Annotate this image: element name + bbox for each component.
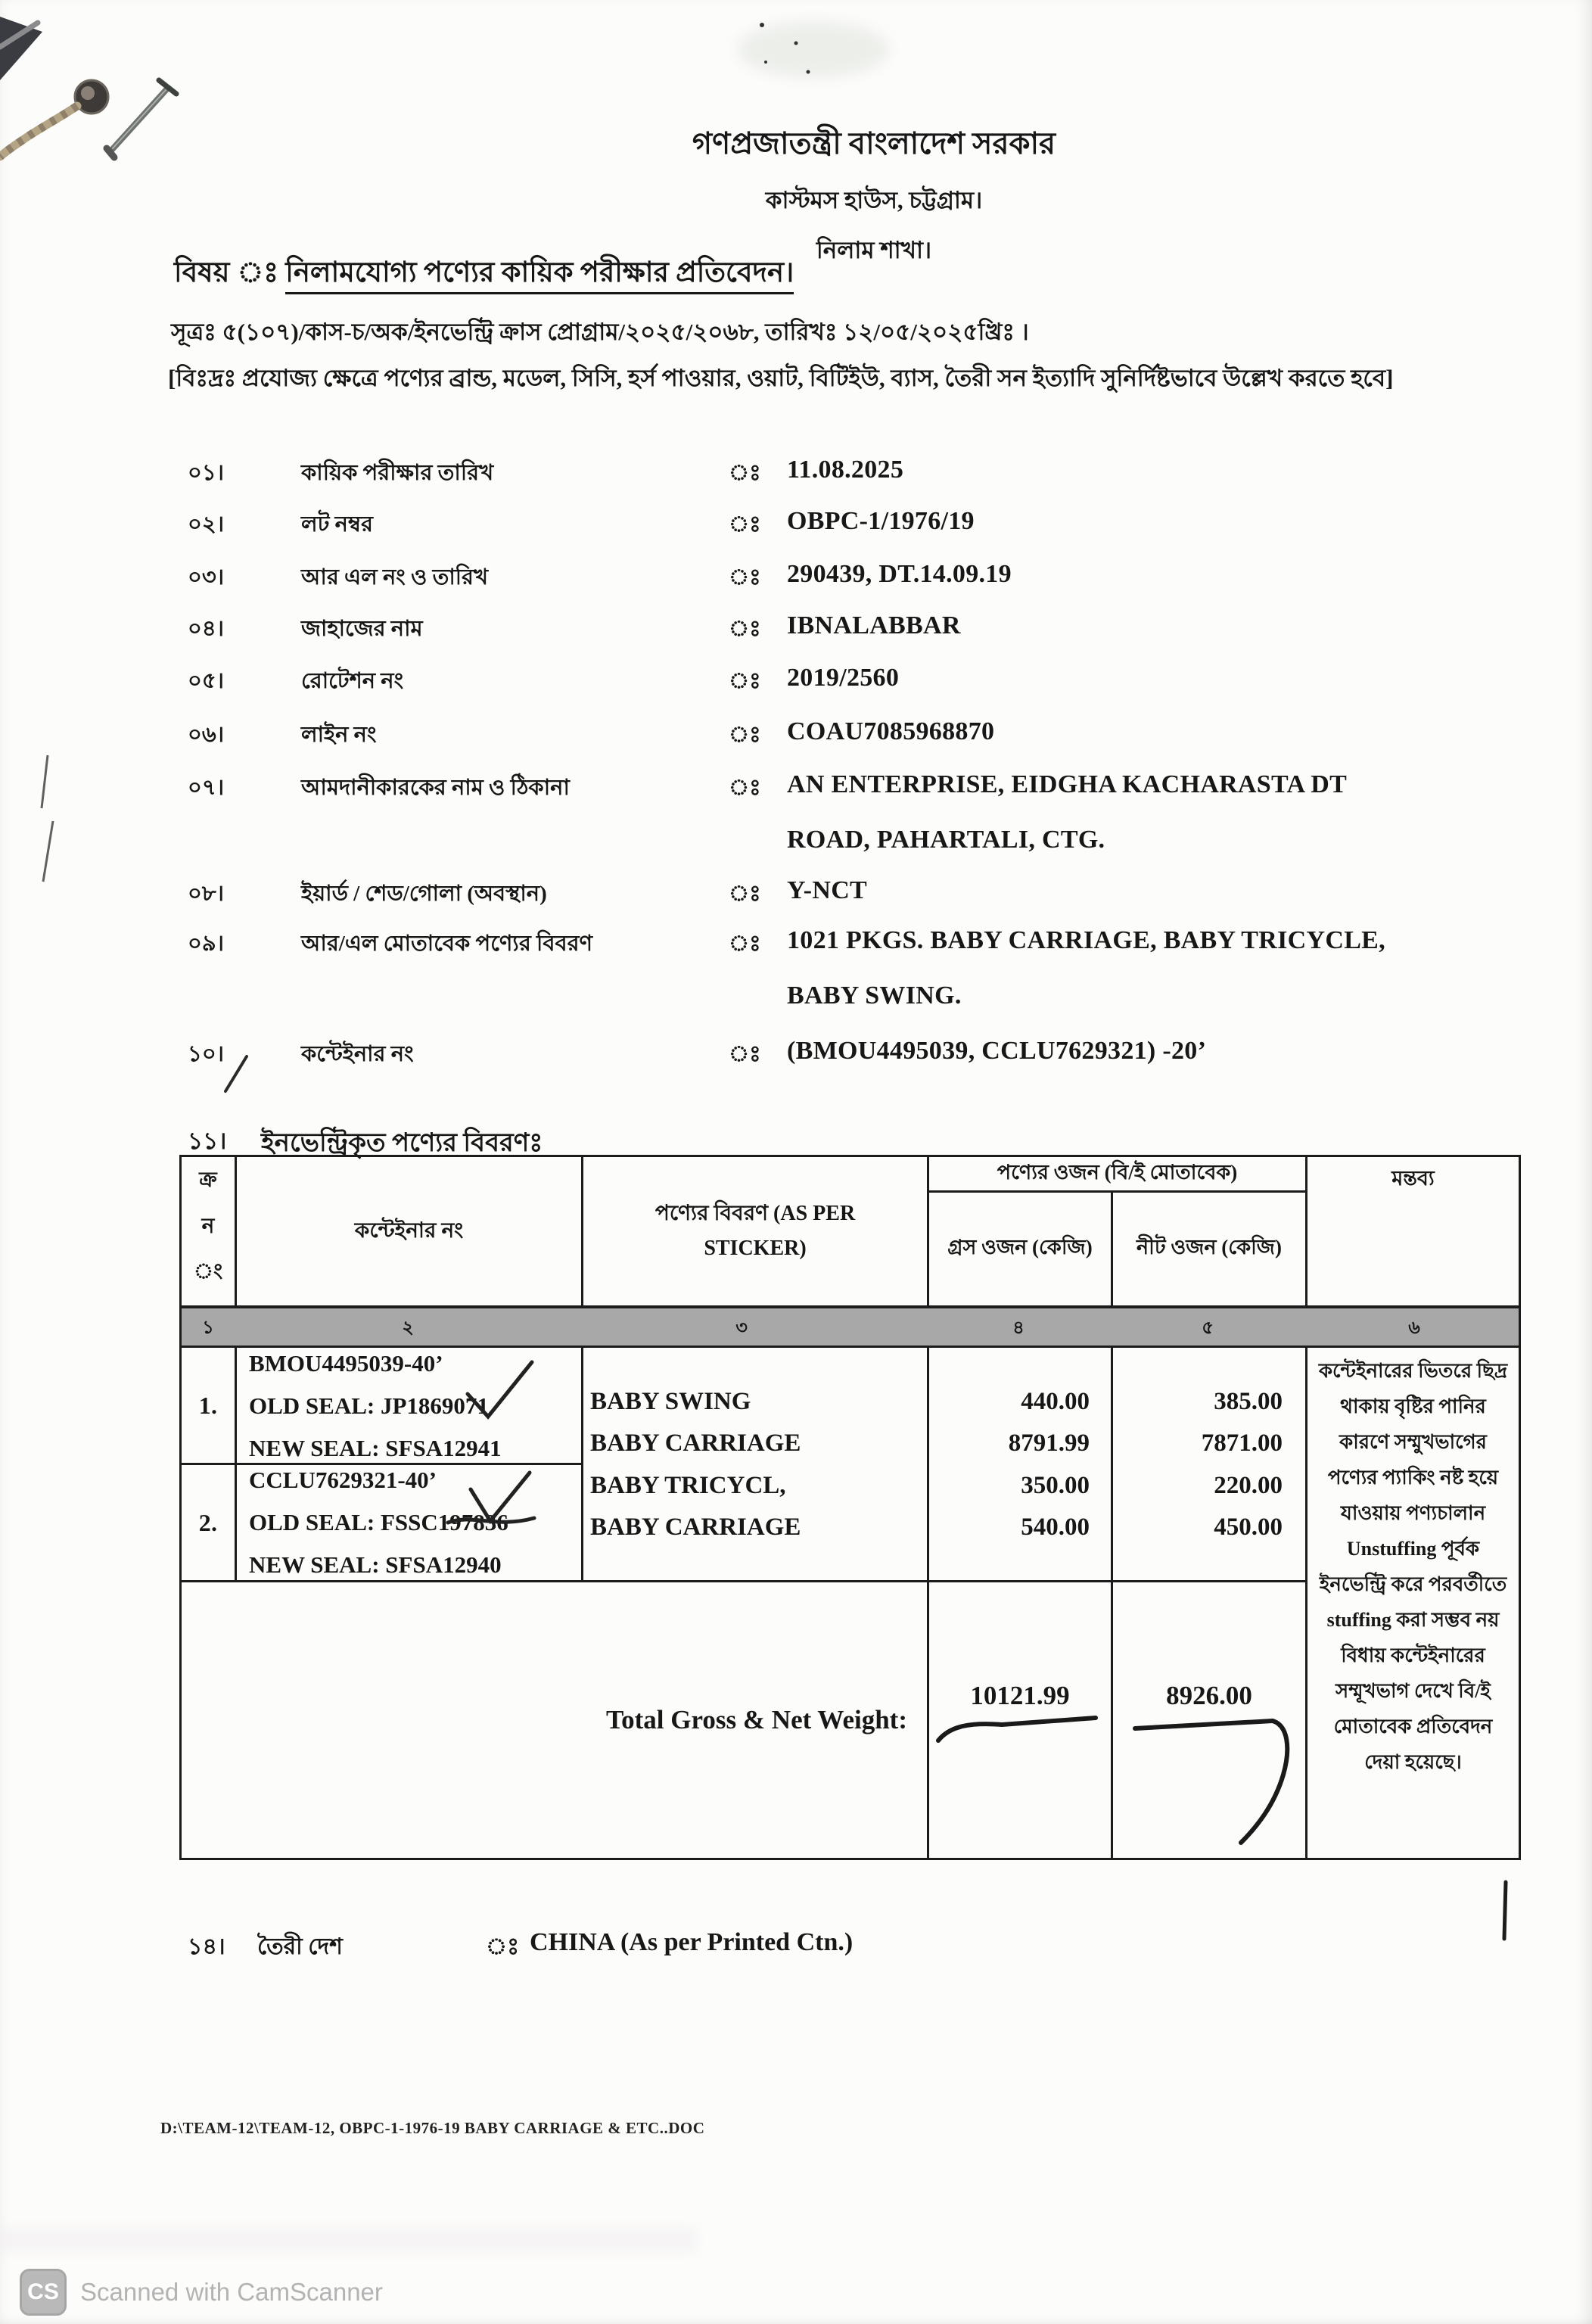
header-gross-weight: গ্রস ওজন (কেজি) — [947, 1236, 1093, 1258]
section-title: ইনভেন্ট্রিকৃত পণ্যের বিবরণঃ — [261, 1129, 543, 1157]
item-value-line2: BABY SWING. — [787, 982, 962, 1010]
item-number: ১০। — [188, 1042, 225, 1066]
item-container-no — [0, 1037, 1592, 1097]
goods-gross: 540.00 — [1021, 1514, 1090, 1541]
item-label: রোটেশন নং — [301, 669, 404, 693]
goods-net: 385.00 — [1214, 1388, 1283, 1415]
item-colon: ঃ — [729, 932, 761, 956]
total-gross-value: 10121.99 — [970, 1681, 1070, 1710]
column-number: ৬ — [1408, 1318, 1420, 1338]
item-number: ০৮। — [188, 882, 225, 906]
note-line: [বিঃদ্রঃ প্রযোজ্য ক্ষেত্রে পণ্যের ব্রান্ড, মডেল, সিসি, হর্স পাওয়ার, ওয়াট, বিটিইউ, ব্যাস, তৈরী সন ইত্যাদি সুনির্দিষ্টভাবে উল্লেখ করতে হবে] — [168, 365, 1394, 391]
row-container-cell — [237, 1465, 581, 1580]
item-colon: ঃ — [729, 1042, 761, 1066]
item-label: আর/এল মোতাবেক পণ্যের বিবরণ — [301, 932, 593, 956]
reference-line: সূত্রঃ ৫(১০৭)/কাস-চ/অক/ইনভেন্ট্রি ক্রাস প্রোগ্রাম/২০২৫/২০৬৮, তারিখঃ ১২/০৫/২০২৫খ্রিঃ । — [171, 319, 1029, 345]
item-number: ০৩। — [188, 565, 225, 590]
inventory-table — [179, 1155, 1521, 1860]
item-colon: ঃ — [729, 776, 761, 800]
camscanner-bar — [20, 2267, 701, 2317]
page-fold-corner — [0, 17, 42, 80]
item-label: কন্টেইনার নং — [301, 1042, 414, 1066]
goods-net: 450.00 — [1214, 1514, 1283, 1541]
item-value: 2019/2560 — [787, 664, 900, 692]
item-value: OBPC-1/1976/19 — [787, 507, 975, 535]
item-label: জাহাজের নাম — [301, 617, 423, 641]
scan-smudge-top — [738, 21, 889, 78]
item-colon: ঃ — [729, 565, 761, 590]
old-seal: OLD SEAL: JP1869071 — [249, 1392, 489, 1419]
subject-line — [174, 250, 794, 297]
item-value: AN ENTERPRISE, EIDGHA KACHARASTA DT — [787, 770, 1348, 798]
item-value: 290439, DT.14.09.19 — [787, 560, 1012, 588]
row-container-cell — [237, 1349, 581, 1463]
total-net-value: 8926.00 — [1166, 1681, 1252, 1710]
new-seal: NEW SEAL: SFSA12941 — [249, 1434, 502, 1461]
item-label: কায়িক পরীক্ষার তারিখ — [301, 461, 494, 485]
item-line-no — [0, 717, 1592, 778]
header-container: কন্টেইনার নং — [354, 1218, 464, 1243]
item-number: ০৬। — [188, 723, 225, 747]
item-number: ০১। — [188, 461, 225, 485]
item-vessel-name — [0, 611, 1592, 672]
item-rotation-no — [0, 664, 1592, 724]
item-label: আর এল নং ও তারিখ — [301, 565, 489, 590]
punch-hole-icon — [75, 80, 108, 114]
column-number: ৩ — [735, 1318, 748, 1338]
item-value-line2: ROAD, PAHARTALI, CTG. — [787, 826, 1105, 854]
total-label: Total Gross & Net Weight: — [606, 1705, 907, 1734]
goods-gross: 350.00 — [1021, 1472, 1090, 1499]
item-colon: ঃ — [729, 669, 761, 693]
column-number-band — [182, 1308, 1519, 1346]
camscanner-caption: Scanned with CamScanner — [80, 2278, 383, 2306]
pen-mark — [1504, 1882, 1506, 1939]
goods-description: BABY CARRIAGE — [590, 1514, 801, 1541]
item-value: 11.08.2025 — [787, 456, 904, 484]
item-value: IBNALABBAR — [787, 611, 961, 639]
item-lot-number — [0, 507, 1592, 568]
item-number: ০৭। — [188, 776, 225, 800]
camscanner-icon: CS — [20, 2269, 67, 2316]
item-number: ০৯। — [188, 932, 225, 956]
serial-header-part: ন — [201, 1214, 215, 1238]
government-title: গণপ্রজাতন্ত্রী বাংলাদেশ সরকার — [692, 126, 1056, 160]
row-serial: 1. — [198, 1392, 218, 1419]
thread-icon — [0, 106, 77, 157]
goods-gross: 8791.99 — [1008, 1430, 1090, 1457]
column-number: ১ — [202, 1318, 214, 1338]
new-seal: NEW SEAL: SFSA12940 — [249, 1551, 502, 1578]
container-number: CCLU7629321-40’ — [249, 1467, 437, 1493]
goods-description: BABY TRICYCL, — [590, 1472, 786, 1499]
section-number: ১১। — [188, 1128, 227, 1154]
scan-smudge-bottom — [0, 2229, 696, 2251]
item-label: ইয়ার্ড / শেড/গোলা (অবস্থান) — [301, 882, 547, 906]
table-line — [182, 1346, 1519, 1348]
subject-prefix: বিষয় ঃ — [174, 257, 278, 288]
item-value: CHINA (As per Printed Ctn.) — [530, 1928, 854, 1956]
item-label: লট নম্বর — [301, 512, 374, 537]
item-value: 1021 PKGS. BABY CARRIAGE, BABY TRICYCLE, — [787, 926, 1385, 954]
branch-title: নিলাম শাখা। — [816, 237, 932, 263]
item-label: আমদানীকারকের নাম ও ঠিকানা — [301, 776, 570, 800]
office-title: কাস্টমস হাউস, চট্টগ্রাম। — [765, 187, 983, 213]
item-value: COAU7085968870 — [787, 717, 995, 745]
letterhead — [156, 120, 1592, 272]
remarks-cell: কন্টেইনারের ভিতরে ছিদ্র থাকায় বৃষ্টির পানির কারণে সম্মুখভাগের পণ্যের প্যাকিং নষ্ট হয়ে যাওয়ায় পণ্যচালান Unstuffing পূর্বক ইনভেন্ট্রি করে পরবর্তীতে stuffing করা সম্ভব নয় বিধায় কন্টেইনারের সম্মূখভাগ দেখে বি/ই মোতাবেক প্রতিবেদন দেয়া হয়েছে। — [1318, 1360, 1508, 1773]
item-colon: ঃ — [729, 617, 761, 641]
file-path-footer: D:\TEAM-12\TEAM-12, OBPC-1-1976-19 BABY CARRIAGE & ETC..DOC — [160, 2119, 705, 2137]
item-colon: ঃ — [729, 723, 761, 747]
column-number: ২ — [402, 1318, 414, 1338]
item-colon: ঃ — [729, 882, 761, 906]
goods-gross: 440.00 — [1021, 1388, 1090, 1415]
goods-net: 220.00 — [1214, 1472, 1283, 1499]
item-importer — [0, 770, 1592, 854]
header-description: পণ্যের বিবরণ (AS PER STICKER) — [655, 1202, 856, 1260]
item-label: তৈরী দেশ — [257, 1934, 343, 1959]
item-number: ০২। — [188, 512, 225, 537]
container-number: BMOU4495039-40’ — [249, 1349, 443, 1377]
column-number: ৪ — [1012, 1318, 1025, 1338]
header-serial — [182, 1157, 235, 1305]
item-number: ০৫। — [188, 669, 225, 693]
header-weight-group: পণ্যের ওজন (বি/ই মোতাবেক) — [997, 1160, 1238, 1184]
item-number: ০৪। — [188, 617, 225, 641]
subject-text: নিলামযোগ্য পণ্যের কায়িক পরীক্ষার প্রতিবেদন। — [285, 257, 794, 294]
goods-net: 7871.00 — [1201, 1430, 1283, 1457]
row-serial: 2. — [198, 1508, 218, 1536]
item-number: ১৪। — [188, 1934, 225, 1959]
item-label: লাইন নং — [301, 723, 377, 747]
serial-header-part: ং — [193, 1260, 223, 1283]
item-value: (BMOU4495039, CCLU7629321) -20’ — [787, 1037, 1207, 1065]
goods-description: BABY SWING — [590, 1388, 751, 1415]
header-remarks: মন্তব্য — [1391, 1167, 1435, 1190]
item-goods-description — [0, 926, 1592, 1010]
serial-header-part: ক্র — [199, 1168, 217, 1192]
header-net-weight: নীট ওজন (কেজি) — [1136, 1236, 1282, 1258]
item-colon: ঃ — [486, 1934, 520, 1959]
goods-description: BABY CARRIAGE — [590, 1430, 801, 1457]
item-value: Y-NCT — [787, 876, 868, 904]
item-colon: ঃ — [729, 461, 761, 485]
column-number: ৫ — [1202, 1318, 1214, 1338]
old-seal: OLD SEAL: FSSC197836 — [249, 1509, 508, 1535]
item-colon: ঃ — [729, 512, 761, 537]
